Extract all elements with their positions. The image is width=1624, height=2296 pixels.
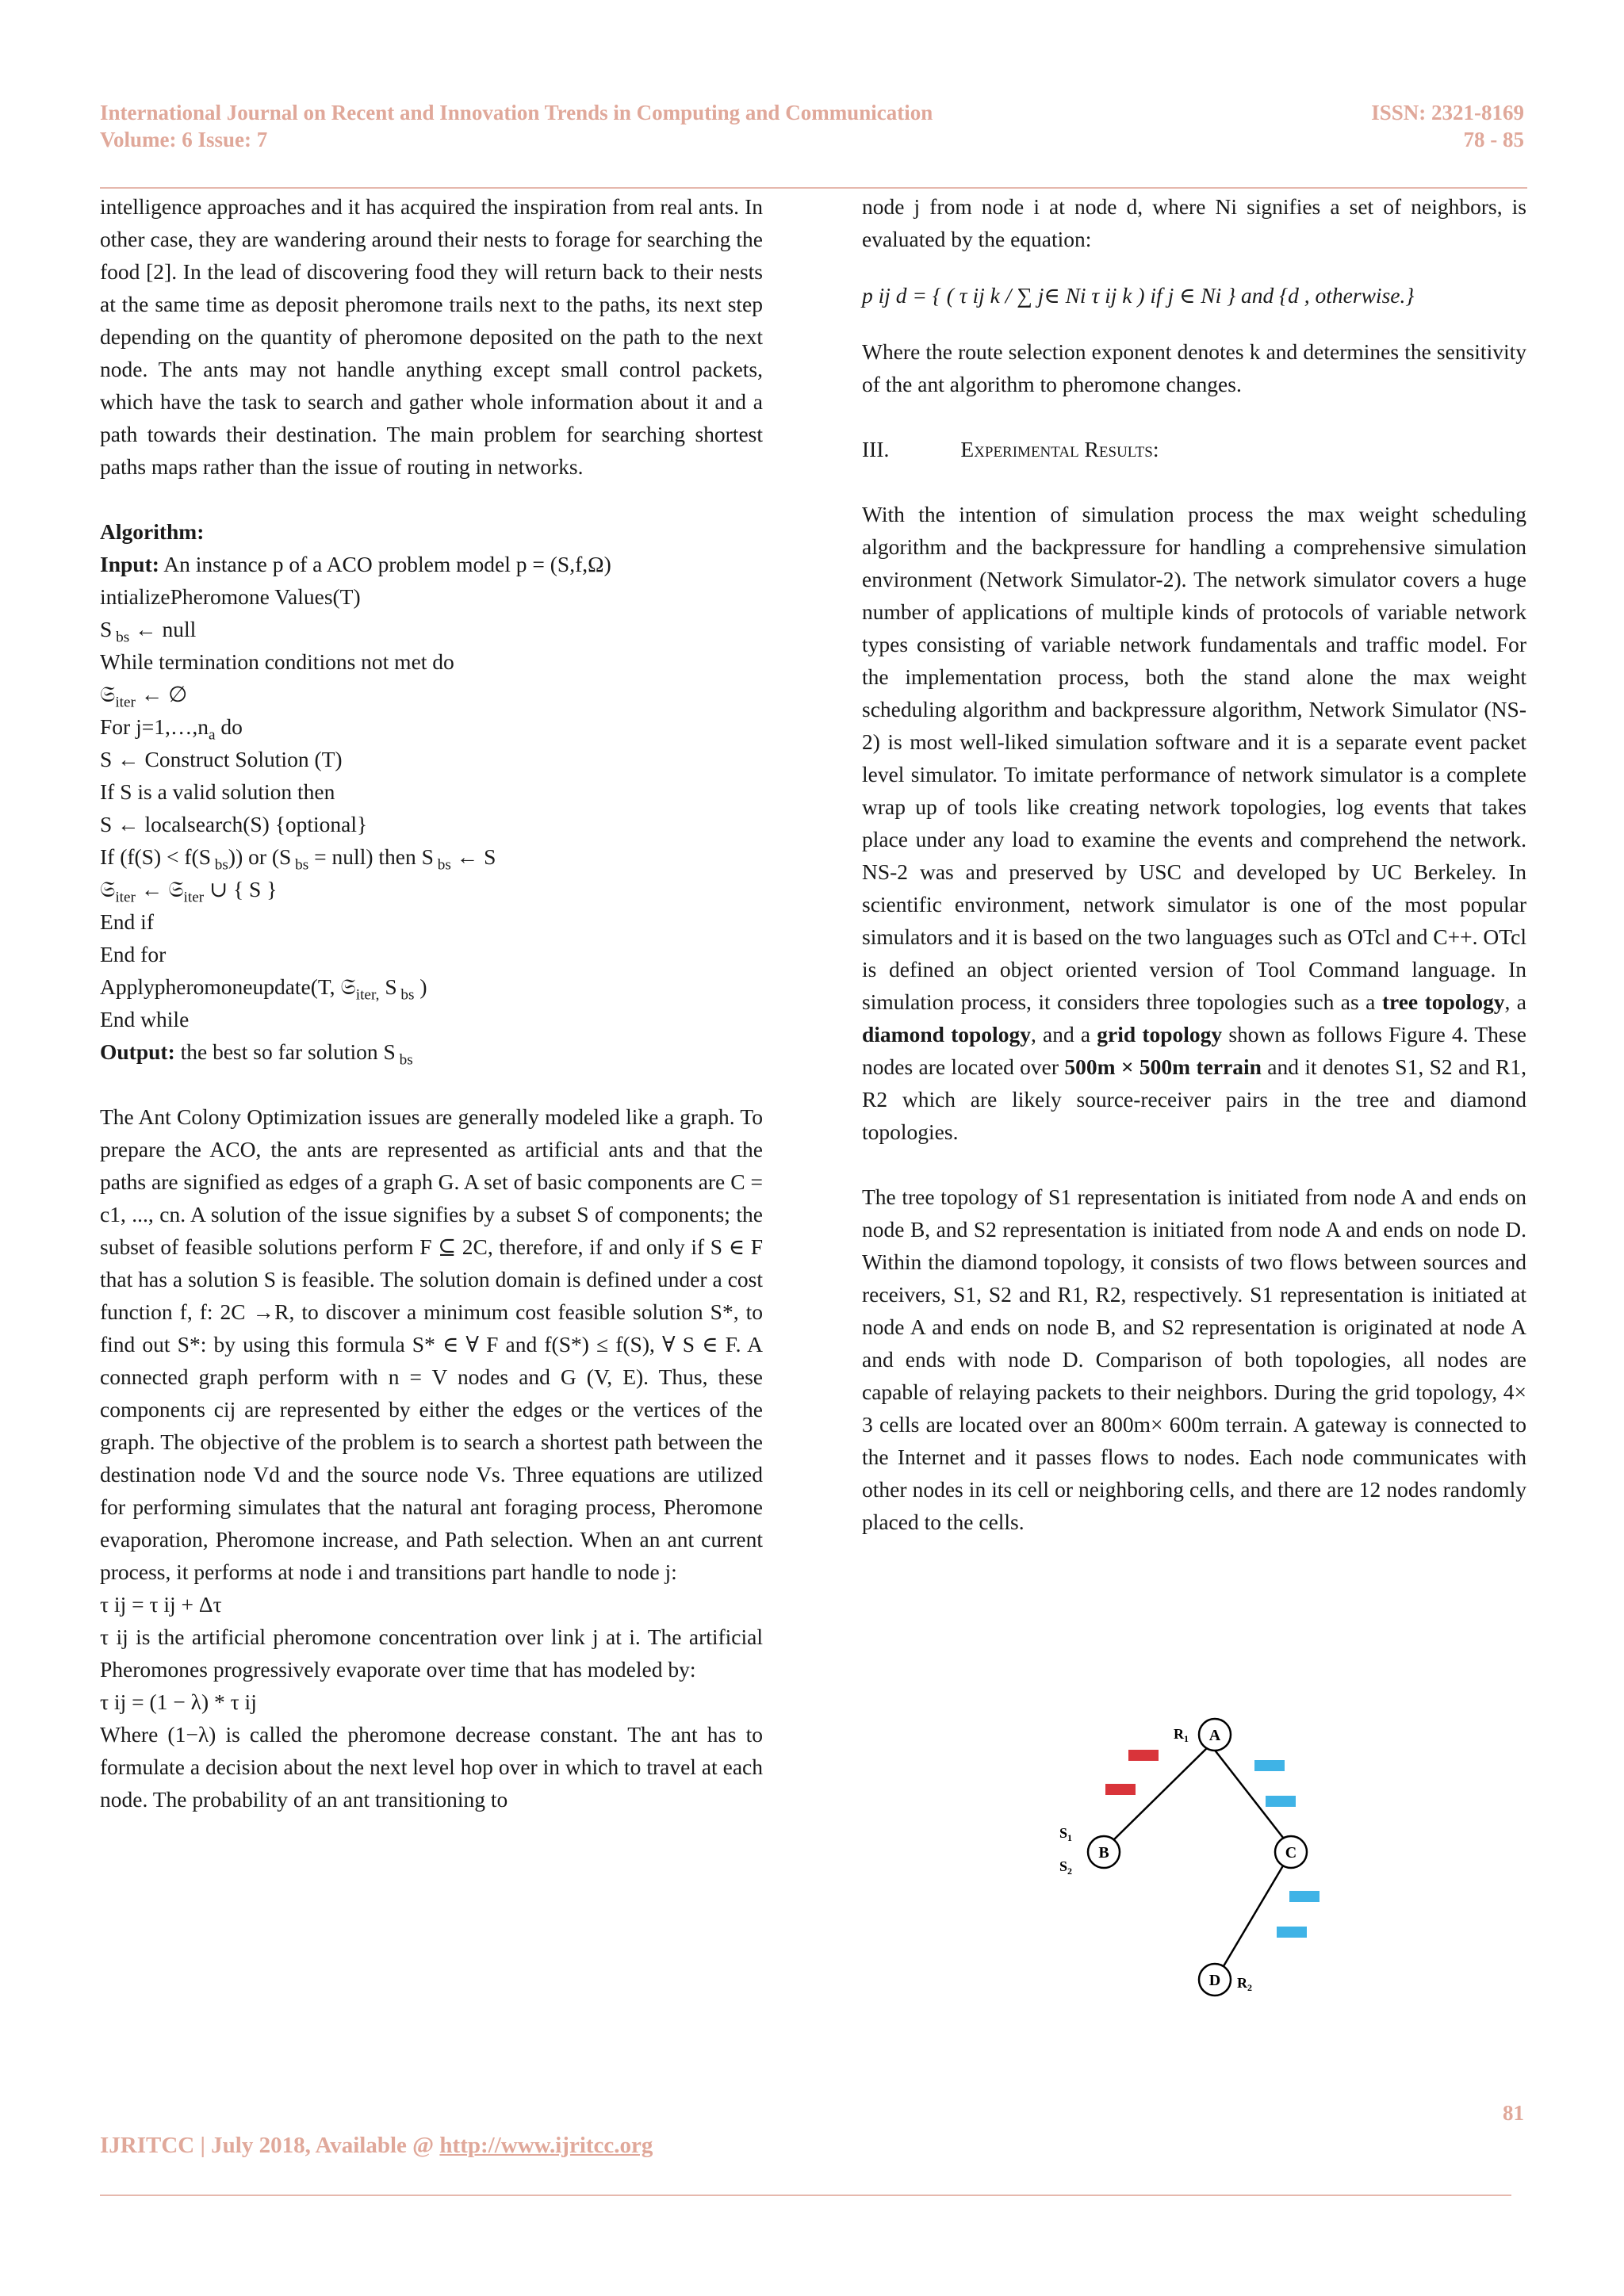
algo-text: = null) then S: [314, 844, 434, 869]
equation: τ ij = (1 − λ) * τ ij: [100, 1689, 257, 1714]
algorithm-line: S ← Construct Solution (T): [100, 747, 343, 771]
label-s2: $S_2$: [1059, 1858, 1073, 1877]
footer: [100, 2133, 653, 2159]
journal-link[interactable]: http://www.ijritcc.org: [439, 2133, 653, 2158]
paragraph: node j from node i at node d, where Ni signifies a set of neighbors, is evaluated by the equation:: [862, 194, 1526, 251]
label-s1: $S_1$: [1059, 1825, 1073, 1843]
output-label: Output:: [100, 1039, 175, 1064]
algo-text: ∪ { S }: [209, 877, 278, 901]
bold-term: tree topology: [1381, 989, 1505, 1014]
issn: ISSN: 2321-8169: [1371, 101, 1524, 124]
paragraph: The tree topology of S1 representation is initiated from node A and ends on node B, and S2 representation is initiated from node A and ends on node D. Within the diamond topology, it consists of two flows between sources and receivers, S1, S2 and R1, R2, respectively. S1 representation is initiated at node A and ends on node B, and S2 representation is originated at node A and ends with node D. Comparison of both topologies, all nodes are capable of relaying packets to their neighbors. During the grid topology, 4× 3 cells are located over an 800m× 600m terrain. A gateway is connected to the Internet and it passes flows to nodes. Each node communicates with other nodes in its cell or neighboring cells, and there are 12 nodes randomly placed to the cells.: [862, 1184, 1526, 1534]
output-text: the best so far solution S: [180, 1039, 396, 1064]
algo-text: ← null: [135, 617, 197, 641]
text-run: and it denotes S1, S2 and R1, R2 which are likely source-receiver pairs in the tree and diamond topologies.: [862, 1054, 1526, 1144]
footer-text: IJRITCC | July 2018, Available @: [100, 2133, 435, 2158]
paragraph: τ ij is the artificial pheromone concentration over link j at i. The artificial Pheromones progressively evaporate over time that has modeled by:: [100, 1624, 763, 1682]
node-c: [1275, 1836, 1307, 1868]
algo-text: ← S: [456, 844, 496, 869]
algorithm-line: [100, 613, 763, 645]
bold-term: grid topology: [1097, 1022, 1223, 1047]
paragraph: intelligence approaches and it has acquired the inspiration from real ants. In other case, they are wandering around their nests to forage for searching the food [2]. In the lead of discovering food they will return back to their nests at the same time as deposit pheromone trails next to the paths, its next step depending on the quantity of pheromone deposited on the path to the next node. The ants may not handle anything except small control packets, which have the task to search and gather whole information about it and a path towards their destination. The main problem for searching shortest paths maps rather than the issue of routing in networks.: [100, 194, 763, 479]
journal-header: [100, 99, 933, 153]
blue-packet: [1254, 1760, 1285, 1771]
input-text: An instance p of a ACO problem model p = (S,f,Ω): [163, 552, 611, 576]
algo-text: Applypheromoneupdate(T, 𝔖: [100, 974, 356, 999]
algorithm-line: 𝔖$_{iter}$ ← 𝔖$_{iter}$ ∪ { S }: [100, 877, 278, 906]
blue-packet: [1289, 1891, 1320, 1902]
node-a: [1199, 1719, 1231, 1751]
algo-text: ← 𝔖: [140, 877, 184, 901]
page-range: 78 - 85: [1463, 128, 1524, 151]
page-number: 81: [1503, 2101, 1524, 2125]
algo-sub: bs: [112, 629, 130, 646]
algorithm-line: [100, 710, 763, 743]
section-number: III.: [862, 437, 890, 461]
algorithm-line: While termination conditions not met do: [100, 649, 454, 674]
text-run: shown as follows Figure 4. These nodes are located over: [862, 1022, 1527, 1079]
node-b: [1088, 1836, 1120, 1868]
algorithm-line: intializePheromone Values(T): [100, 584, 361, 609]
algorithm-line: [100, 548, 763, 580]
label-r1: $R_1$: [1174, 1726, 1189, 1744]
algo-text: ← ∅: [140, 682, 188, 706]
algorithm-title: Algorithm:: [100, 519, 205, 544]
algo-text: do: [220, 714, 243, 739]
paragraph: The Ant Colony Optimization issues are generally modeled like a graph. To prepare the ACO, the ants are represented as artificial ants and that the paths are signified as edges of a graph G. A set of basic components are C = c1, ..., cn. A solution of the issue signifies by a subset S of components; the subset of feasible solutions perform F ⊆ 2C, therefore, if and only if S ∈ F that has a solution S is feasible. The solution domain is defined under a cost function f, f: 2C →R, to discover a minimum cost feasible solution S*, to find out S*: by using this formula S* ∈ ∀ F and f(S*) ≤ f(S), ∀ S ∈ F. A connected graph perform with n = V nodes and G (V, E). Thus, these components cij are represented by either the edges or the vertices of the graph. The objective of the problem is to search a shortest path between the destination node Vd and the source node Vs. Three equations are utilized for performing simulates that the natural ant foraging process, Pheromone evaporation, Pheromone increase, and Path selection. When an ant current process, it performs at node i and transitions part handle to node j:: [100, 1104, 763, 1584]
algorithm-line: Output: the best so far solution S $_{bs}$: [100, 1039, 413, 1069]
paragraph: Where the route selection exponent denotes k and determines the sensitivity of the ant algorithm to pheromone changes.: [862, 339, 1526, 396]
edge-c-d: [1221, 1863, 1285, 1970]
algo-text: S: [385, 974, 397, 999]
label-r2: $R_2$: [1237, 1975, 1252, 1993]
algo-text: S: [100, 617, 113, 641]
node-b-label: B: [1098, 1844, 1109, 1862]
algo-text: For j=1,…,n: [100, 714, 209, 739]
equation: p ij d = { ( τ ij k / ∑ j∈ Ni τ ij k ) if j ∈ Ni } and {d , otherwise.}: [862, 283, 1415, 308]
paragraph: [862, 498, 1526, 1148]
node-a-label: A: [1208, 1727, 1221, 1744]
algorithm-line: If S is a valid solution then: [100, 779, 335, 804]
red-packet: [1128, 1750, 1159, 1761]
algo-text: If (f(S) < f(S: [100, 844, 211, 869]
algorithm-line: Applypheromoneupdate(T, 𝔖$_{iter,}$ S $_{bs}$ ): [100, 974, 427, 1004]
algorithm-line: End while: [100, 1007, 190, 1031]
algorithm-line: S ← localsearch(S) {optional}: [100, 812, 368, 836]
issn-header: [1371, 99, 1524, 153]
algorithm-line: If (f(S) < f(S $_{bs}$)) or (S $_{bs}$ = null) then S $_{bs}$ ← S: [100, 844, 496, 874]
journal-volume: Volume: 6 Issue: 7: [100, 128, 268, 151]
equation: τ ij = τ ij + Δτ: [100, 1592, 222, 1617]
input-label: Input:: [100, 552, 159, 576]
paragraph: Where (1−λ) is called the pheromone decrease constant. The ant has to formulate a decision about the next level hop over in which to travel at each node. The probability of an ant transitioning to: [100, 1722, 763, 1812]
algo-text: ): [419, 974, 427, 999]
journal-title: International Journal on Recent and Innovation Trends in Computing and Communication: [100, 101, 933, 124]
bold-term: 500m × 500m terrain: [1064, 1054, 1262, 1079]
blue-packet: [1266, 1796, 1296, 1807]
blue-packet: [1277, 1927, 1307, 1938]
algorithm-line: End if: [100, 909, 154, 934]
algorithm-line: End for: [100, 942, 167, 966]
algorithm-line: 𝔖$_{iter}$ ← ∅: [100, 682, 188, 711]
tree-topology-figure: [1047, 1712, 1332, 2006]
text-run: With the intention of simulation process the max weight scheduling algorithm and the backpressure for handling a comprehensive simulation environment (Network Simulator-2). The network simulator covers a huge number of applications of multiple kinds of protocols of variable network types consisting of variable network fundamentals and traffic model. For the implementation process, both the stand alone the max weight scheduling algorithm and backpressure algorithm, Network Simulator (NS-2) is most well-liked simulation software and it is a separate event packet level simulator. To imitate performance of network simulator is a complete wrap up of tools like creating network topologies, log events that takes place under any load to examine the events and comprehend the network. NS-2 was and preserved by USC and developed by UC Berkeley. In scientific environment, network simulator is one of the most popular simulators and it is based on the two languages such as OTcl and C++. OTcl is defined an object oriented version of Tool Command language. In simulation process, it considers three topologies such as a: [862, 502, 1526, 1014]
node-c-label: C: [1285, 1844, 1297, 1862]
node-d: [1199, 1964, 1231, 1996]
section-title: Experimental Results:: [960, 437, 1159, 461]
algo-text: )) or (S: [228, 844, 292, 869]
text-run: , a: [1504, 989, 1526, 1014]
red-packet: [1105, 1784, 1136, 1795]
node-d-label: D: [1208, 1972, 1221, 1989]
bold-term: diamond topology: [862, 1022, 1031, 1047]
left-column: [100, 190, 763, 1816]
text-run: , and a: [1030, 1022, 1091, 1047]
right-column: [862, 190, 1526, 1538]
header-rule: [100, 187, 1527, 189]
algo-sub: iter: [115, 694, 136, 711]
footer-rule: [100, 2195, 1511, 2196]
section-heading: [862, 433, 1526, 465]
algo-sub: a: [208, 726, 216, 744]
